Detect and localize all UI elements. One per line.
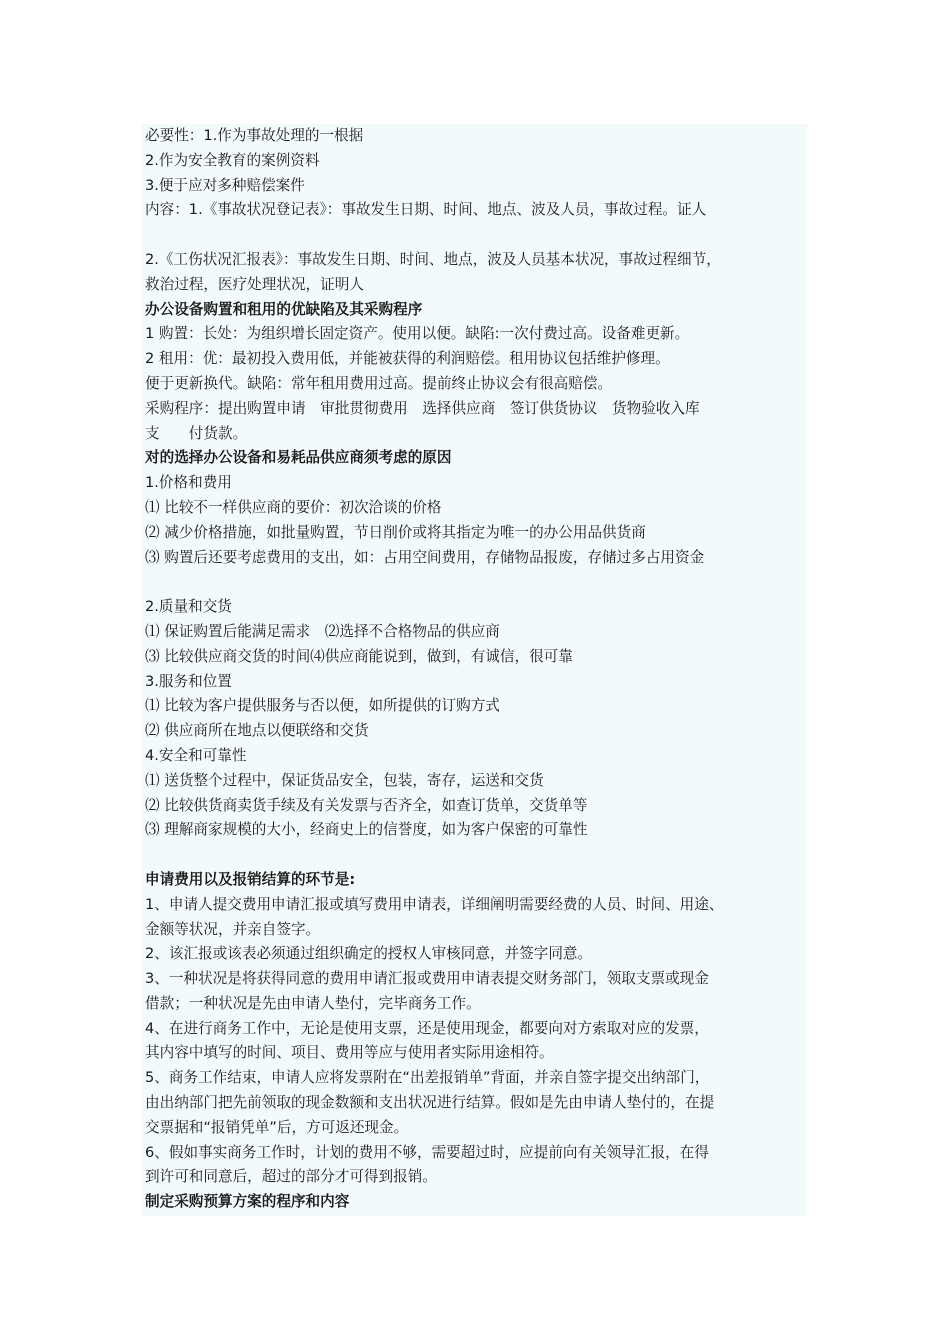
text-line: 1、申请人提交费用申请汇报或填写费用申请表，详细阐明需要经费的人员、时间、用途、 (145, 895, 724, 913)
text-line: 3.便于应对多种赔偿案件 (145, 176, 305, 194)
section-expense-reimbursement (142, 868, 807, 1190)
text-line: 6、假如事实商务工作时，计划的费用不够，需要超过时，应提前向有关领导汇报，在得 (145, 1143, 709, 1161)
text-line: 采购程序：提出购置申请 审批贯彻费用 选择供应商 签订供货协议 货物验收入库 (145, 399, 700, 417)
text-line: ⑵ 供应商所在地点以便联络和交货 (145, 722, 369, 740)
section-heading: 制定采购预算方案的程序和内容 (145, 1193, 350, 1211)
text-line: 2.作为安全教育的案例资料 (145, 151, 320, 169)
section-heading: 对的选择办公设备和易耗品供应商须考虑的原因 (145, 449, 452, 467)
text-line: 便于更新换代。缺陷：常年租用费用过高。提前终止协议会有很高赔偿。 (145, 374, 613, 392)
text-line: ⑴ 保证购置后能满足需求 ⑵选择不合格物品的供应商 (145, 622, 500, 640)
text-line: 2 租用：优：最初投入费用低，并能被获得的利润赔偿。租用协议包括维护修理。 (145, 350, 670, 368)
section-accident-records (142, 124, 807, 298)
text-line: ⑴ 比较为客户提供服务与否以便，如所提供的订购方式 (145, 697, 500, 715)
section-heading: 办公设备购置和租用的优缺陷及其采购程序 (145, 300, 423, 318)
document-body (142, 124, 807, 1216)
section-heading: 申请费用以及报销结算的环节是: (145, 870, 356, 888)
text-line: 救治过程，医疗处理状况，证明人 (145, 275, 364, 293)
text-line: ⑴ 送货整个过程中，保证货品安全，包装，寄存，运送和交货 (145, 771, 544, 789)
section-equipment-purchase-lease (142, 298, 807, 447)
text-line: 2.质量和交货 (145, 598, 232, 616)
document-content (142, 124, 807, 1215)
text-line: 交票据和“报销凭单”后，方可返还现金。 (145, 1118, 409, 1136)
blank-line (142, 223, 807, 248)
section-supplier-selection (142, 446, 807, 868)
text-line: ⑶ 理解商家规模的大小，经商史上的信誉度，如为客户保密的可靠性 (145, 821, 588, 839)
text-line: 1 购置：长处：为组织增长固定资产。使用以便。缺陷:一次付费过高。设备难更新。 (145, 325, 690, 343)
text-line: 1.价格和费用 (145, 474, 232, 492)
text-line: 4、在进行商务工作中，无论是使用支票，还是使用现金，都要向对方索取对应的发票， (145, 1019, 709, 1037)
text-line: 必要性：1.作为事故处理的一根据 (145, 127, 364, 144)
text-line: ⑴ 比较不一样供应商的要价：初次洽谈的价格 (145, 498, 442, 516)
text-line: 支 付货款。 (145, 424, 248, 442)
blank-line (142, 843, 807, 868)
text-line: ⑵ 比较供货商卖货手续及有关发票与否齐全，如查订货单，交货单等 (145, 796, 588, 814)
text-line: 到许可和同意后，超过的部分才可得到报销。 (145, 1168, 437, 1186)
text-line: ⑶ 购置后还要考虑费用的支出，如：占用空间费用，存储物品报废，存储过多占用资金 (145, 548, 705, 566)
text-line: 由出纳部门把先前领取的现金数额和支出状况进行结算。假如是先由申请人垫付的，在提 (145, 1094, 715, 1112)
text-line: 5、商务工作结束，申请人应将发票附在“出差报销单”背面，并亲自签字提交出纳部门， (145, 1069, 710, 1087)
text-line: ⑵ 减少价格措施，如批量购置，节日削价或将其指定为唯一的办公用品供货商 (145, 523, 646, 541)
text-line: 2.《工伤状况汇报表》：事故发生日期、时间、地点，波及人员基本状况，事故过程细节， (145, 250, 721, 268)
text-line: 内容：1.《事故状况登记表》：事故发生日期、时间、地点、波及人员，事故过程。证人 (145, 201, 707, 219)
text-line: 2、该汇报或该表必须通过组织确定的授权人审核同意，并签字同意。 (145, 945, 593, 963)
text-line: 4.安全和可靠性 (145, 746, 247, 764)
text-line: 金额等状况，并亲自签字。 (145, 920, 321, 938)
section-budget-plan (142, 1190, 807, 1215)
text-line: 借款；一种状况是先由申请人垫付，完毕商务工作。 (145, 994, 481, 1012)
blank-line (142, 570, 807, 595)
text-line: 其内容中填写的时间、项目、费用等应与使用者实际用途相符。 (145, 1044, 554, 1062)
text-line: 3、一种状况是将获得同意的费用申请汇报或费用申请表提交财务部门，领取支票或现金 (145, 970, 709, 988)
text-line: ⑶ 比较供应商交货的时间⑷供应商能说到，做到，有诚信，很可靠 (145, 647, 573, 665)
text-line: 3.服务和位置 (145, 672, 232, 690)
